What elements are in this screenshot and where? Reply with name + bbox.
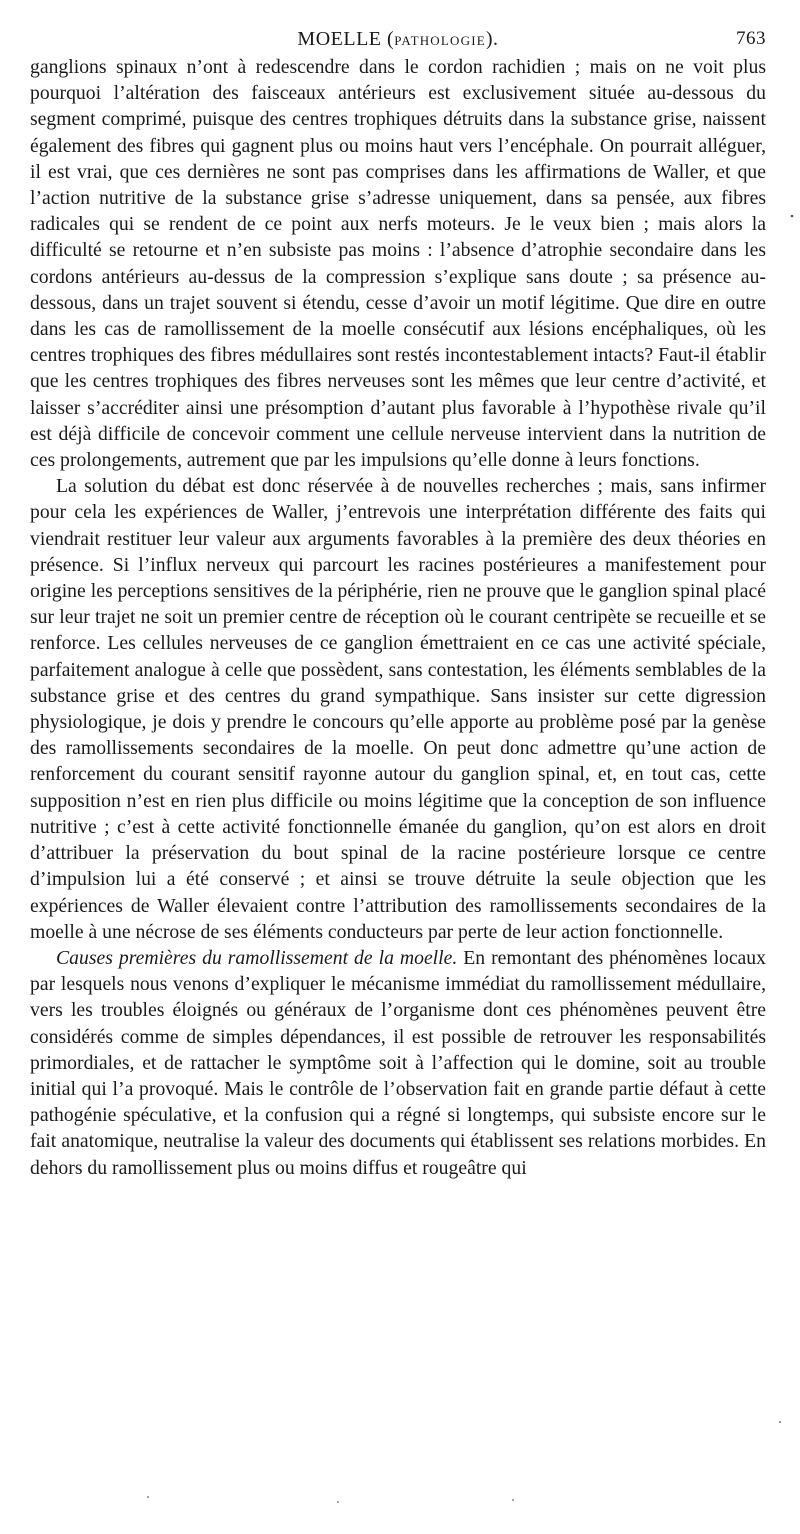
running-title-main: MOELLE (: [297, 28, 395, 50]
paragraph-3-body: En remontant des phénomènes locaux par lesquels nous venons d’expliquer le mécanisme immédiat du ramollissement médullaire, vers les troubles éloignés ou généraux de l’organisme dont ces phénomènes peuvent être considérés comme de simples dépendances, il est possible de retrouver les responsabilités primordiales, et de rattacher le symptôme soit à l’affection qui le domine, soit au trouble initial qui l’a provoqué. Mais le contrôle de l’observation fait en grande partie défaut à cette pathogénie spéculative, et la confusion qui a régné si longtemps, qui subsiste encore sur le fait anatomique, neutralise la valeur des documents qui établissent ses relations morbides. En dehors du ramollissement plus ou moins diffus et rougeâtre qui: [30, 946, 766, 1179]
speck: [147, 1496, 149, 1498]
running-title-end: ).: [485, 28, 499, 50]
paragraph-1: ganglions spinaux n’ont à redescendre dans le cordon rachidien ; mais on ne voit plus pourquoi l’altération des faisceaux antérieurs est exclusivement située au-dessous du segment comprimé, puisque des centres trophiques détruits dans la substance grise, naissent également des fibres qui gagnent plus ou moins haut vers l’encéphale. On pourrait alléguer, il est vrai, que ces dernières ne sont pas comprises dans les affirmations de Waller, et que l’action nutritive de la substance grise s’adresse uniquement, dans sa pensée, aux fibres radicales qui se rendent de ce point aux nerfs moteurs. Je le veux bien ; mais alors la difficulté se retourne et n’en subsiste pas moins : l’absence d’atrophie secondaire dans les cordons antérieurs au-dessus de la compression s’explique sans doute ; sa présence au-dessous, dans un trajet souvent si étendu, cesse d’avoir un motif légitime. Que dire en outre dans les cas de ramollissement de la moelle consécutif aux lésions encéphaliques, où les centres trophiques des fibres médullaires sont restés incontestablement intacts? Faut-il établir que les centres trophiques des fibres nerveuses sont les mêmes que leur centre d’activité, et laisser s’accréditer ainsi une présomption d’autant plus favorable à l’hypothèse rivale qu’il est déjà difficile de concevoir comment une cellule nerveuse intervient dans la nutrition de ces prolongements, autrement que par les impulsions qu’elle donne à leurs fonctions.: [30, 56, 766, 472]
paragraph-3: [30, 945, 766, 1181]
page-number: 763: [736, 28, 766, 49]
body-text: [30, 54, 766, 1181]
speck: [512, 1499, 514, 1501]
paragraph-2: La solution du débat est donc réservée à de nouvelles recherches ; mais, sans infirmer pour cela les expériences de Waller, j’entrevois une interprétation différente des faits qui viendrait restituer leur valeur aux arguments favorables à la première des deux théories en présence. Si l’influx nerveux qui parcourt les racines postérieures a manifestement pour origine les perceptions sensitives de la périphérie, rien ne prouve que le ganglion spinal placé sur leur trajet ne soit un premier centre de réception où le courant centripète se recueille et se renforce. Les cellules nerveuses de ce ganglion émettraient en ce cas une activité spéciale, parfaitement analogue à celle que possèdent, sans contestation, les éléments semblables de la substance grise et des centres du grand sympathique. Sans insister sur cette digression physiologique, je dois y prendre le concours qu’elle apporte au problème posé par la genèse des ramollissements secondaires de la moelle. On peut donc admettre qu’une action de renforcement du courant sensitif rayonne autour du ganglion spinal, et, en tout cas, cette supposition n’est en rien plus difficile ou moins légitime que la conception de son influence nutritive ; c’est à cette activité fonctionnelle émanée du ganglion, qu’on est alors en droit d’attribuer la préservation du bout spinal de la racine postérieure lorsque ce centre d’impulsion lui a été conservé ; et ainsi se trouve détruite la seule objection que les expériences de Waller élevaient contre l’attribution des ramollissements secondaires de la moelle à une nécrose de ses éléments conducteurs par perte de leur action fonctionnelle.: [30, 475, 766, 943]
running-title: [30, 28, 766, 51]
section-heading: Causes premières du ramollissement de la moelle.: [56, 946, 458, 969]
running-head: [30, 28, 766, 54]
speck: [337, 1501, 339, 1503]
speck: [791, 215, 794, 218]
book-page: [30, 28, 766, 1181]
running-title-smallcaps: PATHOLOGIE: [394, 33, 486, 48]
speck: [779, 1421, 781, 1423]
